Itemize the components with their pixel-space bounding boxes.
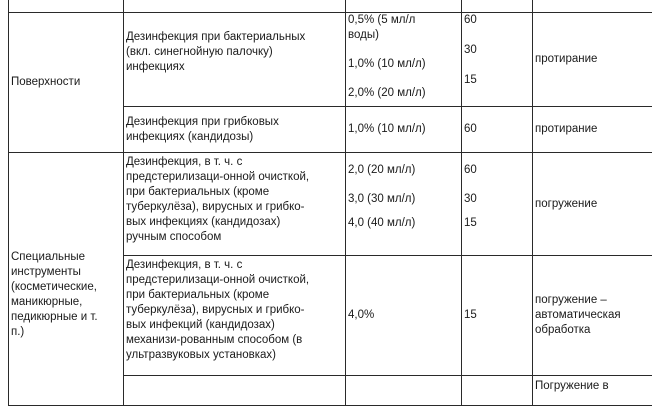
method-line: погружение – bbox=[535, 293, 652, 308]
regime-line: при бактериальных (кроме bbox=[126, 185, 343, 200]
regime-line: вых инфекций (кандидозах) bbox=[126, 318, 343, 333]
method-line: обработка bbox=[535, 323, 652, 338]
disinfection-table bbox=[8, 0, 652, 406]
regime-line: при бактериальных (кроме bbox=[126, 288, 343, 303]
regime-cell bbox=[124, 256, 346, 376]
time-line: 15 bbox=[464, 73, 530, 88]
concentration-line: 3,0 (30 мл/л) bbox=[348, 192, 459, 207]
time-line: 15 bbox=[464, 216, 530, 231]
concentration-cell bbox=[346, 0, 462, 13]
method-text: Погружение в bbox=[535, 379, 652, 394]
concentration-text: 1,0% (10 мл/л) bbox=[348, 122, 459, 137]
object-line: педикюрные и т. bbox=[11, 310, 121, 325]
method-cell bbox=[533, 376, 652, 406]
table-row bbox=[9, 13, 652, 107]
regime-line: вых инфекциях (кандидозах) bbox=[126, 215, 343, 230]
regime-line: ручным способом bbox=[126, 230, 343, 245]
time-line: 60 bbox=[464, 13, 530, 28]
concentration-line: воды) bbox=[348, 28, 459, 43]
regime-line: Дезинфекция при бактериальных bbox=[126, 30, 343, 45]
concentration-line: 2,0 (20 мл/л) bbox=[348, 163, 459, 178]
regime-cell bbox=[124, 376, 346, 406]
regime-cell bbox=[124, 153, 346, 256]
object-line: (косметические, bbox=[11, 280, 121, 295]
method-text: протирание bbox=[535, 122, 652, 137]
object-cell bbox=[9, 153, 124, 406]
regime-line: Дезинфекция при грибковых bbox=[126, 115, 343, 130]
regime-line: инфекциях bbox=[126, 60, 343, 75]
concentration-cell bbox=[346, 13, 462, 107]
time-cell bbox=[462, 13, 533, 107]
concentration-text: 4,0% bbox=[348, 308, 459, 323]
regime-cell bbox=[124, 0, 346, 13]
regime-line: инфекциях (кандидозы) bbox=[126, 130, 343, 145]
time-line: 30 bbox=[464, 192, 530, 207]
method-text: погружение bbox=[535, 197, 652, 212]
concentration-cell bbox=[346, 376, 462, 406]
regime-line: механизи-рованным способом (в bbox=[126, 333, 343, 348]
concentration-line: 1,0% (10 мл/л) bbox=[348, 57, 459, 72]
object-cell bbox=[9, 13, 124, 153]
time-cell bbox=[462, 256, 533, 376]
time-line: 30 bbox=[464, 43, 530, 58]
object-line: маникюрные, bbox=[11, 295, 121, 310]
concentration-cell bbox=[346, 153, 462, 256]
method-cell bbox=[533, 13, 652, 107]
method-cell bbox=[533, 0, 652, 13]
object-line: Специальные bbox=[11, 250, 121, 265]
time-line: 60 bbox=[464, 163, 530, 178]
time-text: 60 bbox=[464, 122, 530, 137]
regime-line: предстерилизаци-онной очисткой, bbox=[126, 273, 343, 288]
regime-line: туберкулёза), вирусных и грибко- bbox=[126, 303, 343, 318]
time-cell bbox=[462, 0, 533, 13]
regime-line: предстерилизаци-онной очисткой, bbox=[126, 170, 343, 185]
regime-line: Дезинфекция, в т. ч. с bbox=[126, 258, 343, 273]
object-cell bbox=[9, 0, 124, 13]
concentration-line: 0,5% (5 мл/л bbox=[348, 13, 459, 28]
object-surfaces: Поверхности bbox=[11, 75, 121, 90]
concentration-line: 2,0% (20 мл/л) bbox=[348, 86, 459, 101]
regime-line: ультразвуковых установках) bbox=[126, 348, 343, 363]
method-text: протирание bbox=[535, 52, 652, 67]
table-row bbox=[9, 153, 652, 256]
time-cell bbox=[462, 153, 533, 256]
concentration-cell bbox=[346, 107, 462, 153]
method-cell bbox=[533, 153, 652, 256]
regime-cell bbox=[124, 13, 346, 107]
regime-line: Дезинфекция, в т. ч. с bbox=[126, 155, 343, 170]
concentration-cell bbox=[346, 256, 462, 376]
method-cell bbox=[533, 107, 652, 153]
time-cell bbox=[462, 376, 533, 406]
method-cell bbox=[533, 256, 652, 376]
regime-line: туберкулёза), вирусных и грибко- bbox=[126, 200, 343, 215]
regime-cell bbox=[124, 107, 346, 153]
object-line: инструменты bbox=[11, 265, 121, 280]
object-line: п.) bbox=[11, 325, 121, 340]
table-row bbox=[9, 0, 652, 13]
method-line: автоматическая bbox=[535, 308, 652, 323]
time-text: 15 bbox=[464, 308, 530, 323]
regime-line: (вкл. синегнойную палочку) bbox=[126, 45, 343, 60]
concentration-line: 4,0 (40 мл/л) bbox=[348, 216, 459, 231]
time-cell bbox=[462, 107, 533, 153]
